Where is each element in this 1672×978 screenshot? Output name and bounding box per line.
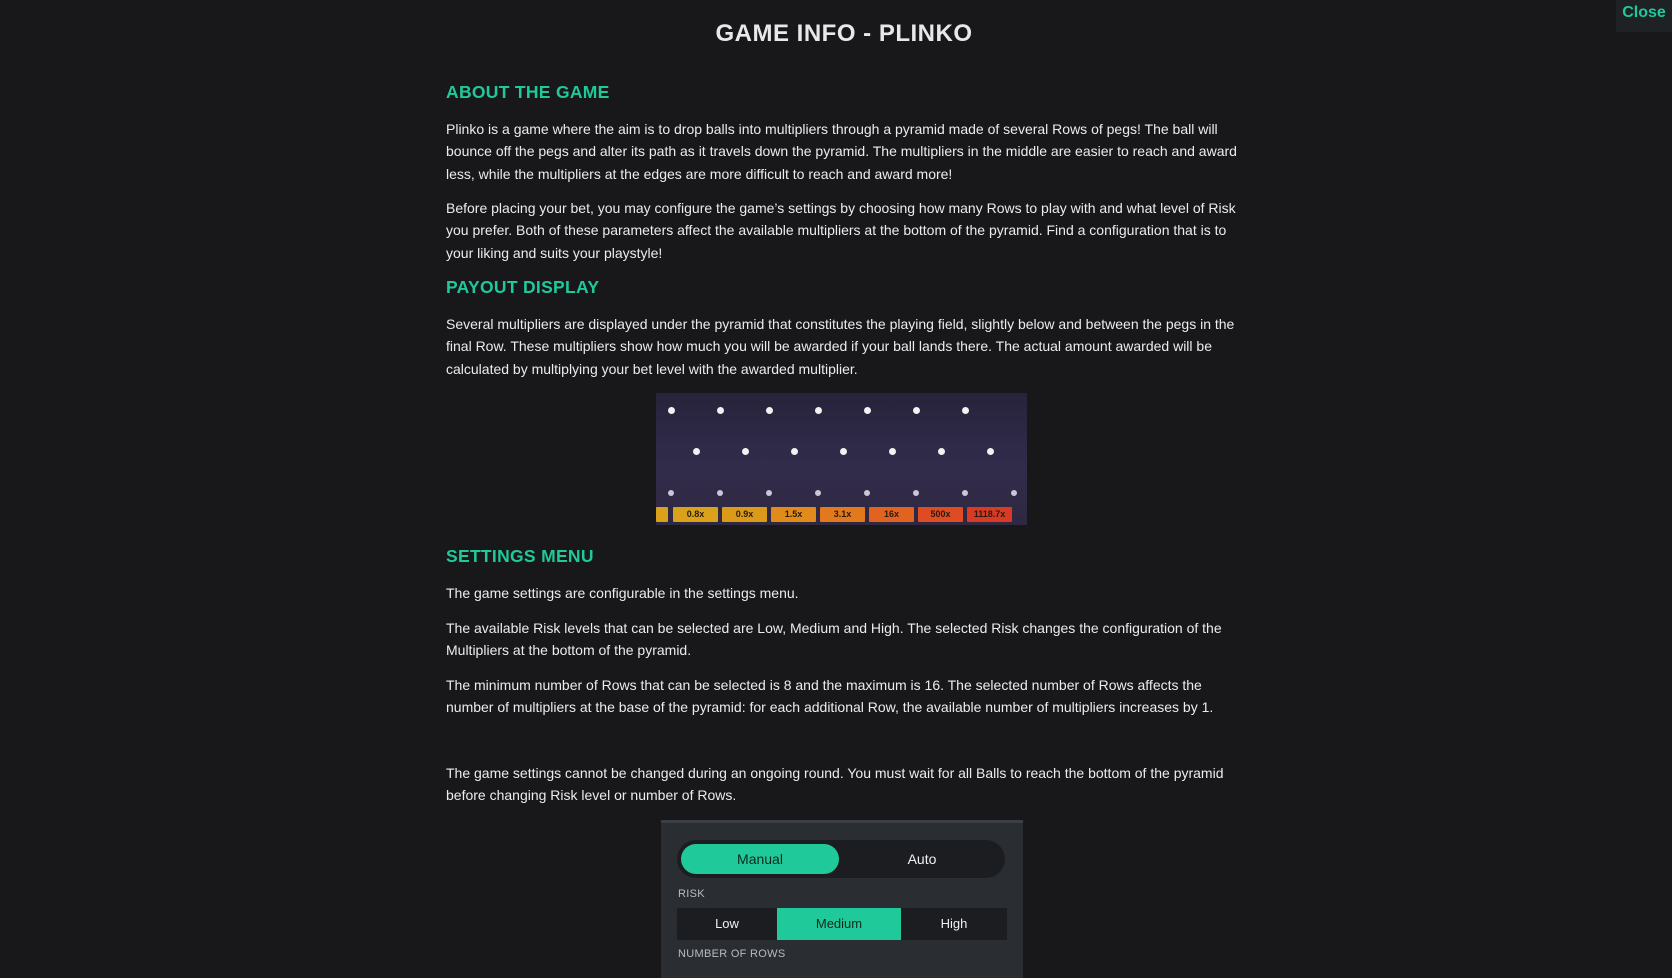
multiplier-slot: 3.1x	[820, 507, 865, 522]
page-title: GAME INFO - PLINKO	[715, 20, 973, 47]
multiplier-slot: 1118.7x	[967, 507, 1012, 522]
number-of-rows-label: NUMBER OF ROWS	[678, 948, 786, 960]
settings-paragraph-2: The available Risk levels that can be selected are Low, Medium and High. The selected Risk changes the configuration of the Multipliers at the bottom of the pyramid.	[446, 620, 1222, 659]
mode-toggle	[677, 840, 1005, 878]
peg	[717, 407, 724, 414]
peg	[962, 407, 969, 414]
peg	[987, 448, 994, 455]
risk-low-button[interactable]: Low	[715, 916, 739, 931]
mode-auto-button[interactable]: Auto	[907, 851, 937, 867]
settings-menu-illustration	[661, 820, 1023, 978]
multiplier-slot: 0.9x	[722, 507, 767, 522]
settings-heading: SETTINGS MENU	[446, 546, 594, 566]
peg	[1011, 490, 1017, 496]
plinko-pyramid-illustration	[656, 393, 1027, 525]
peg	[864, 490, 870, 496]
risk-medium-button[interactable]: Medium	[777, 908, 901, 940]
risk-selector	[677, 908, 1007, 940]
about-heading: ABOUT THE GAME	[446, 82, 610, 102]
payout-paragraph-1: Several multipliers are displayed under the pyramid that constitutes the playing field, slightly below and between the pegs in the final Row. These multipliers show how much you will be awarded if your ball lands there. The actual amount awarded will be calculated by multiplying your bet level with the awarded multiplier.	[446, 316, 1235, 377]
settings-paragraph-3: The minimum number of Rows that can be selected is 8 and the maximum is 16. The selected number of Rows affects the number of multipliers at the base of the pyramid: for each additional Row, the available number of multipliers increases by 1.	[446, 677, 1214, 716]
payout-heading: PAYOUT DISPLAY	[446, 277, 600, 297]
about-paragraph-1: Plinko is a game where the aim is to drop balls into multipliers through a pyramid made of several Rows of pegs! The ball will bounce off the pegs and alter its path as it travels down the pyramid. The multipliers in the middle are easier to reach and award less, while the multipliers at the edges are more difficult to reach and award more!	[446, 121, 1237, 182]
multiplier-slot: 16x	[869, 507, 914, 522]
peg	[717, 490, 723, 496]
divider	[661, 820, 1023, 823]
peg	[742, 448, 749, 455]
peg	[791, 448, 798, 455]
mode-manual-button[interactable]: Manual	[681, 844, 839, 874]
multiplier-slot: 0.8x	[673, 507, 718, 522]
peg	[913, 407, 920, 414]
multiplier-slot: 1.5x	[771, 507, 816, 522]
peg	[864, 407, 871, 414]
risk-high-button[interactable]: High	[940, 916, 968, 931]
settings-paragraph-4: The game settings cannot be changed during an ongoing round. You must wait for all Balls to reach the bottom of the pyramid before changing Risk level or number of Rows.	[446, 765, 1224, 804]
peg	[815, 490, 821, 496]
peg	[766, 490, 772, 496]
peg	[693, 448, 700, 455]
multiplier-row	[656, 507, 1027, 522]
risk-label: RISK	[678, 888, 705, 900]
peg	[962, 490, 968, 496]
peg	[815, 407, 822, 414]
about-paragraph-2: Before placing your bet, you may configure the game’s settings by choosing how many Rows to play with and what level of Risk you prefer. Both of these parameters affect the available multipliers at the bottom of the pyramid. Find a configuration that is to your liking and suits your playstyle!	[446, 200, 1236, 261]
peg	[840, 448, 847, 455]
peg	[766, 407, 773, 414]
peg	[668, 490, 674, 496]
peg	[889, 448, 896, 455]
peg	[913, 490, 919, 496]
peg	[668, 407, 675, 414]
settings-paragraph-1: The game settings are configurable in the settings menu.	[446, 585, 799, 601]
peg	[938, 448, 945, 455]
multiplier-slot: 500x	[918, 507, 963, 522]
close-button[interactable]: Close	[1616, 0, 1672, 32]
multiplier-slot-edge	[656, 507, 668, 522]
